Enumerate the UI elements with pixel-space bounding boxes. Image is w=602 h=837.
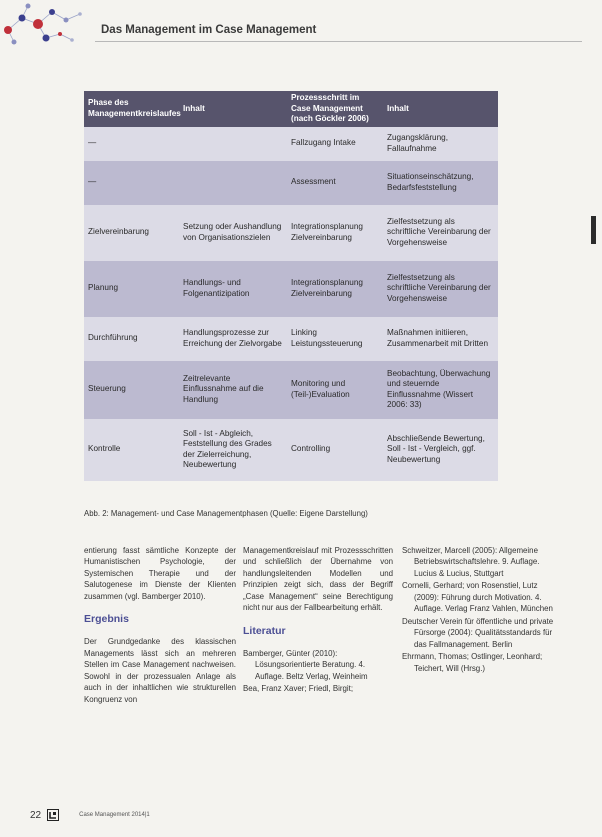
table-cell: — — [84, 127, 179, 161]
table-cell: Beobachtung, Überwachung und steuernde Einflussnahme (Wissert 2006: 33) — [383, 361, 498, 419]
text-column-2 — [243, 545, 393, 696]
table-cell: Monitoring und (Teil-)Evaluation — [287, 361, 383, 419]
table-header-cell: Inhalt — [179, 91, 287, 127]
body-paragraph: Managementkreislauf mit Prozessschritten und schließlich der Übernahme von handlungsleitenden Modellen und Prinzipien zeigt sich, dass der Begriff „Case Management“ seine Berechtigung nicht nur aus der Fallbearbeitung erhält. — [243, 546, 393, 613]
body-paragraph: entierung fasst sämtliche Konzepte der Humanistischen Psychologie, der Systemischen Therapie und der Salutogenese im Dienste der Klienten zusammen (vgl. Bamberger 2010). — [84, 546, 236, 601]
table-cell: — — [84, 161, 179, 205]
figure-caption: Abb. 2: Management- und Case Managementphasen (Quelle: Eigene Darstellung) — [84, 509, 368, 518]
table-cell: Zeitrelevante Einflussnahme auf die Handlung — [179, 361, 287, 419]
table-header-cell: Inhalt — [383, 91, 498, 127]
table-cell: Handlungs- und Folgenantizipation — [179, 261, 287, 317]
table-cell — [179, 161, 287, 205]
molecule-logo — [0, 0, 96, 46]
table-cell: Setzung oder Aushandlung von Organisationszielen — [179, 205, 287, 261]
table-cell — [179, 127, 287, 161]
text-column-3 — [402, 545, 554, 675]
table-cell: Integrationsplanung Zielvereinbarung — [287, 205, 383, 261]
reference-entry: Bamberger, Günter (2010): Lösungsorientierte Beratung. 4. Auflage. Beltz Verlag, Weinheim — [243, 648, 368, 681]
table-cell: Planung — [84, 261, 179, 317]
reference-entry: Ehrmann, Thomas; Ostlinger, Leonhard; Teichert, Will (Hrsg.) — [402, 652, 543, 673]
reference-entry: Cornelli, Gerhard; von Rosenstiel, Lutz (2009): Führung durch Motivation. 4. Auflage. Verlag Franz Vahlen, München — [402, 581, 553, 614]
table-cell: Soll - Ist - Abgleich, Feststellung des Grades der Zielerreichung, Neubewertung — [179, 419, 287, 481]
section-heading: Literatur — [243, 624, 286, 637]
page-footer — [30, 809, 150, 821]
table-header-cell: Phase des Managementkreislaufes — [84, 91, 179, 127]
table-cell: Zugangsklärung, Fallaufnahme — [383, 127, 498, 161]
section-heading: Ergebnis — [84, 613, 129, 626]
table-header-cell: Prozessschritt im Case Management (nach Göckler 2006) — [287, 91, 383, 127]
table-cell: Zielfestsetzung als schriftliche Vereinbarung der Vorgehensweise — [383, 205, 498, 261]
table-cell: Zielvereinbarung — [84, 205, 179, 261]
table-cell: Controlling — [287, 419, 383, 481]
page-number: 22 — [30, 809, 42, 821]
table-cell: Abschließende Bewertung, Soll - Ist - Vergleich, ggf. Neubewertung — [383, 419, 498, 481]
table-row — [84, 205, 498, 261]
body-paragraph: Der Grundgedanke des klassischen Managements lässt sich an mehreren Stellen im Case Management nachweisen. Sowohl in der prozessualen Anlage als auch in der inhaltlichen wie strukturellen Kongruenz von — [84, 637, 236, 704]
table-header-row — [84, 91, 498, 127]
table-cell: Steuerung — [84, 361, 179, 419]
table-row — [84, 317, 498, 361]
table-cell: Linking Leistungssteuerung — [287, 317, 383, 361]
table-cell: Situationseinschätzung, Bedarfsfeststellung — [383, 161, 498, 205]
reference-entry: Deutscher Verein für öffentliche und private Fürsorge (2004): Qualitätsstandards für das Fallmanagement. Berlin — [402, 616, 554, 649]
running-header: Das Management im Case Management — [101, 24, 317, 36]
header-rule — [95, 41, 582, 42]
table-cell: Zielfestsetzung als schriftliche Vereinbarung der Vorgehensweise — [383, 261, 498, 317]
table-row — [84, 361, 498, 419]
reference-entry: Bea, Franz Xaver; Friedl, Birgit; — [243, 684, 354, 694]
table-cell: Fallzugang Intake — [287, 127, 383, 161]
journal-name: Case Management 2014|1 — [79, 812, 150, 818]
table-cell: Assessment — [287, 161, 383, 205]
journal-logo-icon — [47, 809, 59, 821]
text-column-1 — [84, 545, 236, 705]
edge-mark — [591, 216, 596, 244]
table-cell: Integrationsplanung Zielvereinbarung — [287, 261, 383, 317]
table-cell: Durchführung — [84, 317, 179, 361]
table-row — [84, 419, 498, 481]
table-cell: Maßnahmen initiieren, Zusammenarbeit mit Dritten — [383, 317, 498, 361]
table-row — [84, 127, 498, 161]
table-row — [84, 161, 498, 205]
table-cell: Kontrolle — [84, 419, 179, 481]
phases-table — [84, 91, 498, 481]
table-cell: Handlungsprozesse zur Erreichung der Zielvorgabe — [179, 317, 287, 361]
reference-entry: Schweitzer, Marcell (2005): Allgemeine Betriebswirtschaftslehre. 9. Auflage. Lucius & Lucius, Stuttgart — [402, 546, 540, 578]
table-row — [84, 261, 498, 317]
